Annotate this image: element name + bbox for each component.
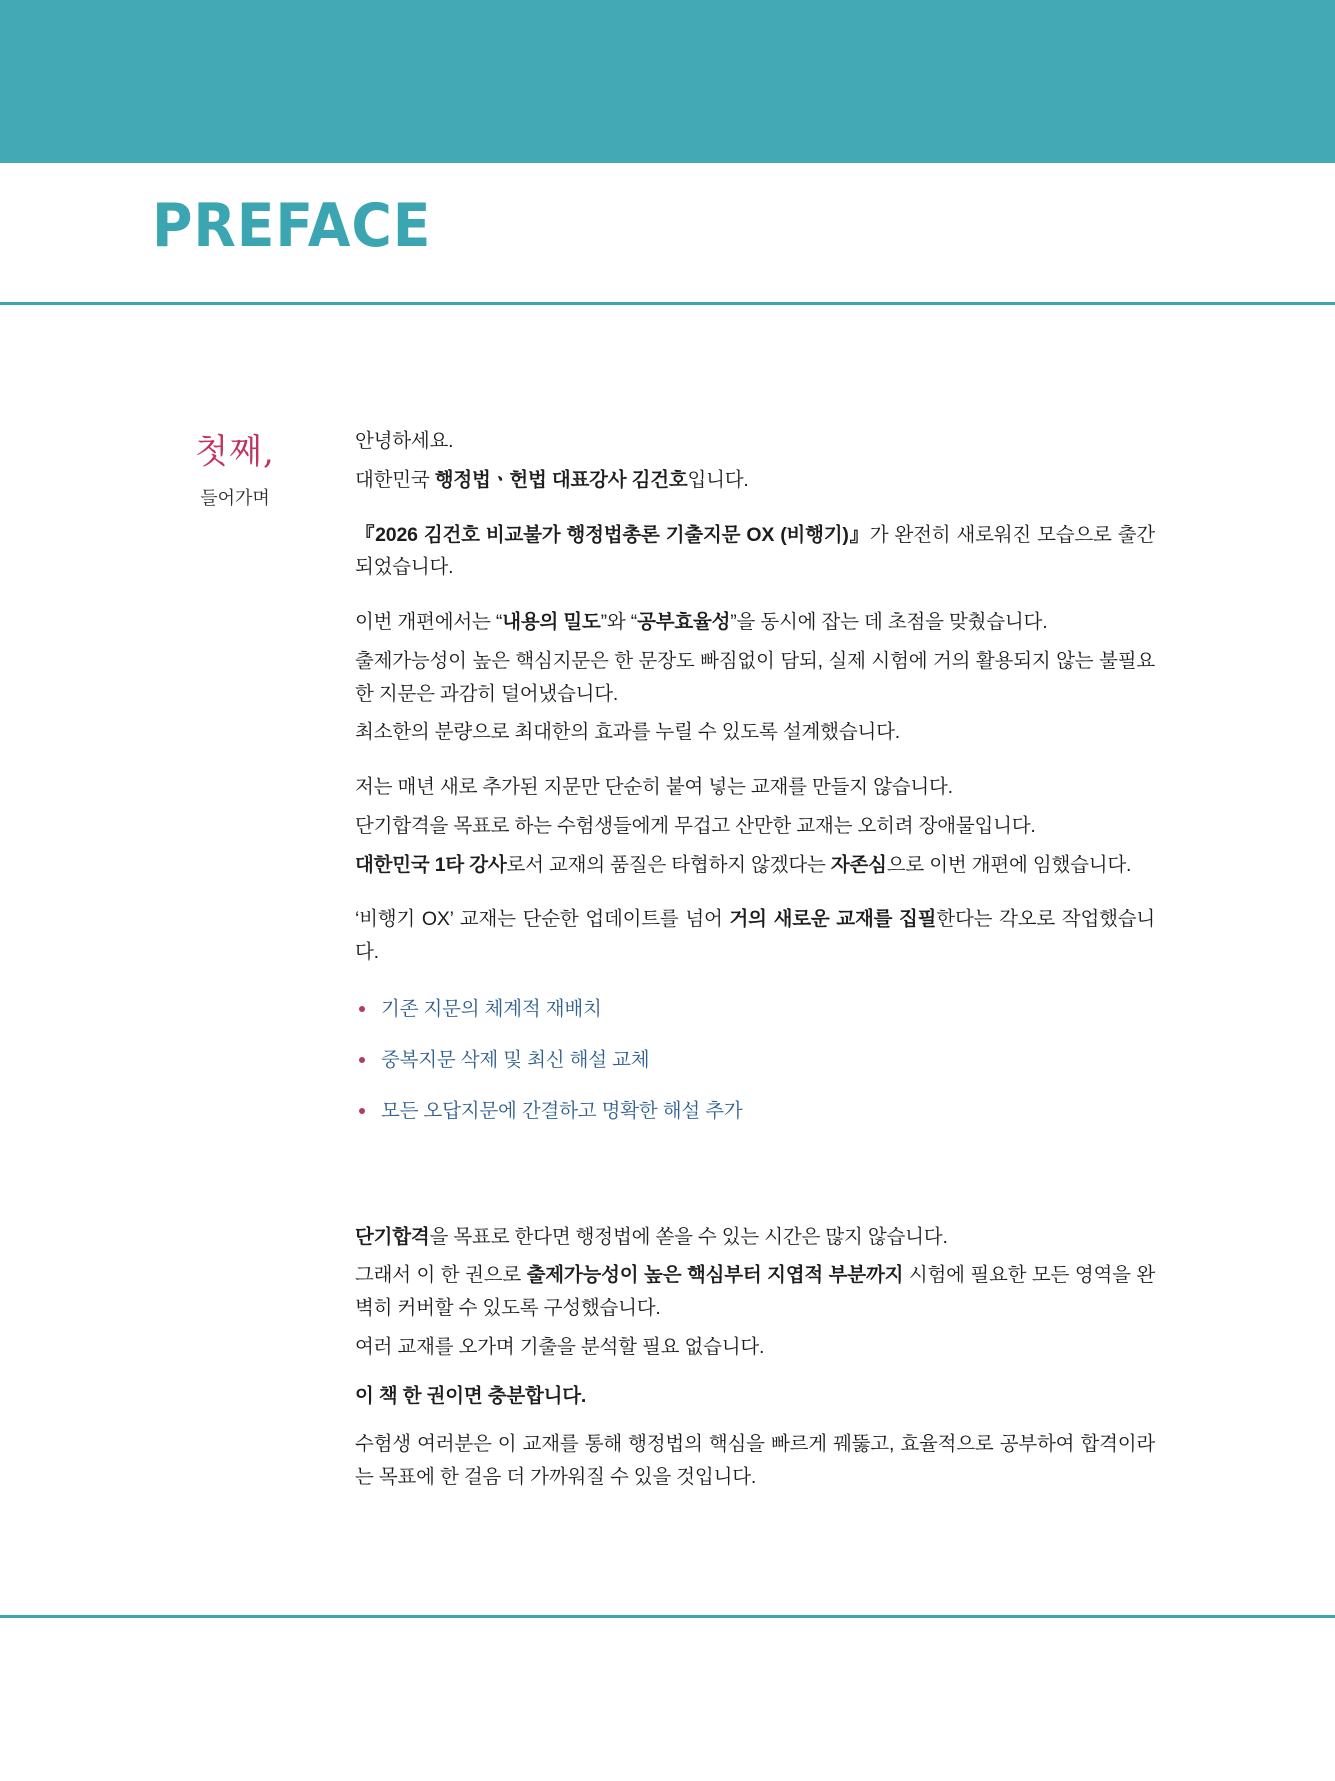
coverage-line xyxy=(355,1259,1155,1325)
short-term-pass-keyword: 단기합격 xyxy=(355,1225,430,1248)
footer-divider xyxy=(0,1615,1335,1618)
philosophy-line-1: 저는 매년 새로 추가된 지문만 단순히 붙여 넣는 교재를 만들지 않습니다. xyxy=(355,776,953,798)
philosophy-text-1: 로서 교재의 품질은 타협하지 않겠다는 xyxy=(506,853,831,876)
header-band xyxy=(0,0,1335,163)
page-title-area xyxy=(152,191,1202,261)
list-item-label: 중복지문 삭제 및 최신 해설 교체 xyxy=(381,1049,650,1071)
preface-body xyxy=(355,425,1155,1500)
bullet-dot-icon xyxy=(359,1006,365,1012)
list-item-label: 모든 오답지문에 간결하고 명확한 해설 추가 xyxy=(381,1100,743,1123)
instructor-name: 행정법ㆍ헌법 대표강사 김건호 xyxy=(434,468,688,491)
greeting-prefix: 대한민국 xyxy=(355,468,435,491)
list-item xyxy=(355,1097,1155,1126)
section-label-column xyxy=(120,432,350,510)
study-time-line xyxy=(355,1221,1155,1254)
revision-detail-line: 출제가능성이 높은 핵심지문은 한 문장도 빠짐없이 담되, 실제 시험에 거의 활용되지 않는 불필요한 지문은 과감히 덜어냈습니다. xyxy=(355,649,1155,705)
section-spacer xyxy=(355,1149,1155,1221)
book-title: 『2026 김건호 비교불가 행정법총론 기출지문 OX (비행기)』 xyxy=(355,523,870,546)
new-edition-bold: 거의 새로운 교재를 집필 xyxy=(729,908,937,931)
improvement-list xyxy=(355,995,1155,1127)
list-item-label: 기존 지문의 체계적 재배치 xyxy=(381,997,602,1020)
study-time-text: 을 목표로 한다면 행정법에 쏟을 수 있는 시간은 많지 않습니다. xyxy=(429,1225,948,1248)
focus-keyword-density: 내용의 밀도 xyxy=(502,611,601,633)
philosophy-bold-1: 대한민국 1타 강사 xyxy=(355,853,507,876)
revision-design-line: 최소한의 분량으로 최대한의 효과를 누릴 수 있도록 설계했습니다. xyxy=(355,721,900,744)
bullet-dot-icon xyxy=(359,1108,365,1114)
philosophy-bold-2: 자존심 xyxy=(830,853,887,876)
new-edition-text-1: ‘비행기 OX’ 교재는 단순한 업데이트를 넘어 xyxy=(355,908,730,931)
coverage-text-1: 그래서 이 한 권으로 xyxy=(355,1264,527,1287)
revision-focus-line xyxy=(355,606,1155,639)
no-extra-books-line: 여러 교재를 오가며 기출을 분석할 필요 없습니다. xyxy=(355,1335,765,1358)
one-book-enough-line: 이 책 한 권이면 충분합니다. xyxy=(355,1384,587,1407)
coverage-text-2: 시험에 필요한 모든 영역을 완벽히 커버할 수 있도록 구성했습니다. xyxy=(355,1264,1155,1319)
greeting-line-1: 안녕하세요. xyxy=(355,430,454,452)
book-announcement xyxy=(355,519,1155,585)
bullet-dot-icon xyxy=(359,1057,365,1063)
philosophy-text-2: 으로 이번 개편에 임했습니다. xyxy=(886,853,1132,876)
greeting-suffix: 입니다. xyxy=(687,468,749,491)
section-ordinal: 첫째, xyxy=(195,432,275,472)
focus-keyword-efficiency: 공부효율성 xyxy=(637,611,731,633)
closing-line: 수험생 여러분은 이 교재를 통해 행정법의 핵심을 빠르게 꿰뚫고, 효율적으로 공부하여 합격이라는 목표에 한 걸음 더 가까워질 수 있을 것입니다. xyxy=(355,1433,1155,1488)
coverage-bold: 출제가능성이 높은 핵심부터 지엽적 부분까지 xyxy=(526,1264,904,1287)
list-item xyxy=(355,1046,1155,1075)
title-divider xyxy=(0,302,1335,305)
revision-focus-c: ”와 “ xyxy=(600,611,638,633)
revision-focus-a: 이번 개편에서는 “ xyxy=(355,611,503,633)
section-subtitle: 들어가며 xyxy=(200,487,270,508)
greeting-line-2 xyxy=(355,464,1155,497)
new-edition-statement xyxy=(355,903,1155,969)
revision-focus-e: ”을 동시에 잡는 데 초점을 맞췄습니다. xyxy=(730,611,1048,633)
philosophy-line-3 xyxy=(355,849,1155,882)
philosophy-line-2: 단기합격을 목표로 하는 수험생들에게 무겁고 산만한 교재는 오히려 장애물입니다. xyxy=(355,814,1036,837)
book-announcement-rest: 가 완전히 새로워진 모습으로 출간되었습니다. xyxy=(355,523,1156,579)
page-title: PREFACE xyxy=(152,191,432,261)
list-item xyxy=(355,995,1155,1024)
new-edition-text-2: 한다는 각오로 작업했습니다. xyxy=(355,908,1155,963)
header-band-divider xyxy=(0,163,1335,165)
